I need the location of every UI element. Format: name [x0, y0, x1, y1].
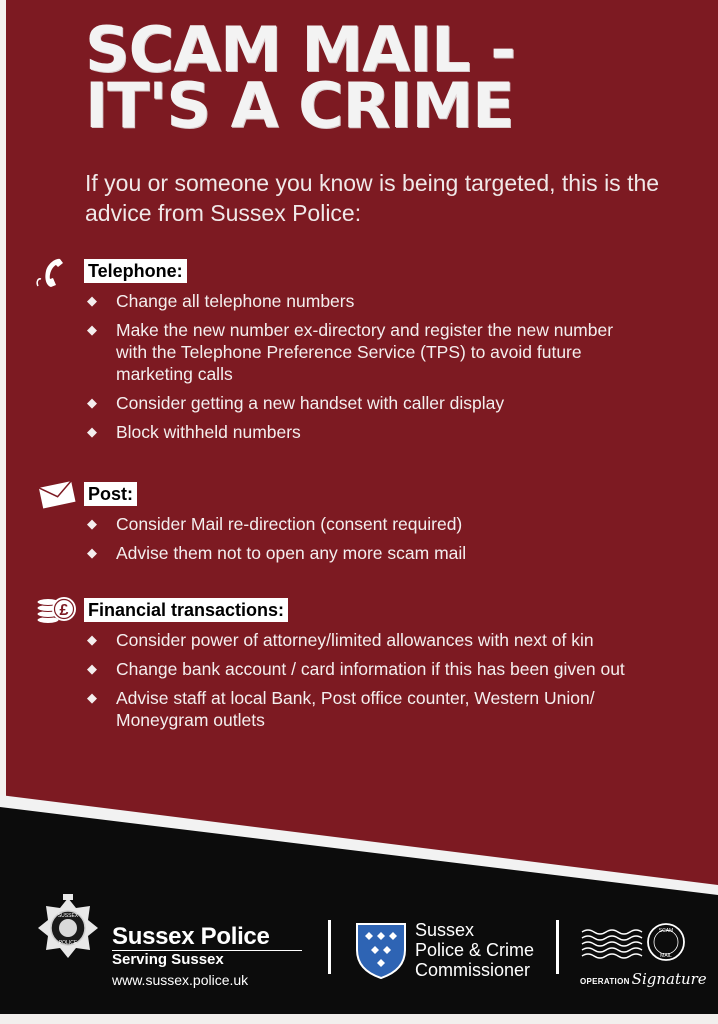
svg-text:£: £: [59, 602, 69, 619]
operation-signature-stamp-icon: [580, 920, 688, 974]
title-line-1: SCAM MAIL -: [85, 13, 515, 86]
title-line-2: IT'S A CRIME: [85, 69, 514, 142]
intro-text: If you or someone you know is being targeted, this is the advice from Sussex Police:: [85, 170, 660, 226]
pcc-name: [415, 920, 534, 980]
financial-advice-list: [30, 629, 690, 731]
pcc-line-1: Sussex: [415, 920, 475, 940]
list-item: ◆ Consider getting a new handset with caller display: [87, 393, 505, 413]
section-heading-post: Post:: [84, 482, 137, 506]
bullet-icon: ◆: [87, 516, 97, 531]
logo-divider: [556, 920, 559, 974]
list-item: ◆ Make the new number ex-directory and register the new number with the Telephone Preference Service (TPS) to avoid future marketing calls: [87, 320, 614, 384]
bullet-icon: ◆: [87, 395, 97, 410]
logo-divider: [328, 920, 331, 974]
section-post: [30, 477, 690, 571]
footer-logos: [0, 880, 718, 1000]
pcc-line-2: Police & Crime: [415, 940, 535, 960]
leaflet-title: [85, 13, 515, 142]
pcc-shield-icon: [355, 922, 407, 980]
coins-pound-icon: [34, 593, 78, 627]
operation-name: Signature: [631, 970, 707, 988]
bullet-icon: ◆: [87, 424, 97, 439]
post-advice-list: [30, 513, 690, 564]
list-item: ◆ Advise staff at local Bank, Post office counter, Western Union/ Moneygram outlets: [87, 688, 595, 730]
section-financial: [30, 593, 690, 738]
list-item: ◆ Consider Mail re-direction (consent required): [87, 514, 463, 534]
scan-edge-bottom: [0, 1014, 718, 1024]
list-item: ◆ Consider power of attorney/limited allowances with next of kin: [87, 630, 594, 650]
bullet-icon: ◆: [87, 545, 97, 560]
list-item: ◆ Advise them not to open any more scam mail: [87, 543, 467, 563]
telephone-advice-list: [30, 290, 690, 443]
section-heading-financial: Financial transactions:: [84, 598, 288, 622]
crest-text-bottom: POLICE: [58, 940, 78, 946]
sussex-police-tagline: Serving Sussex: [112, 951, 224, 968]
telephone-icon: [34, 254, 78, 288]
sussex-police-url: www.sussex.police.uk: [112, 972, 249, 988]
police-crest-icon: [34, 894, 102, 962]
operation-signature: [580, 970, 707, 989]
list-item: ◆ Block withheld numbers: [87, 422, 301, 442]
stamp-text-top: SCAM: [658, 928, 674, 934]
bullet-icon: ◆: [87, 293, 97, 308]
pcc-line-3: Commissioner: [415, 960, 531, 980]
bullet-icon: ◆: [87, 690, 97, 705]
sussex-police-name: Sussex Police: [112, 923, 270, 950]
section-telephone: [30, 254, 690, 450]
bullet-icon: ◆: [87, 632, 97, 647]
bullet-icon: ◆: [87, 322, 97, 337]
operation-label: OPERATION: [580, 977, 630, 986]
section-heading-telephone: Telephone:: [84, 259, 187, 283]
stamp-text-bottom: MAIL: [660, 953, 672, 959]
envelope-icon: [34, 477, 78, 511]
list-item: ◆ Change all telephone numbers: [87, 291, 355, 311]
list-item: ◆ Change bank account / card information if this has been given out: [87, 659, 625, 679]
bullet-icon: ◆: [87, 661, 97, 676]
crest-text-top: SUSSEX: [57, 913, 79, 919]
